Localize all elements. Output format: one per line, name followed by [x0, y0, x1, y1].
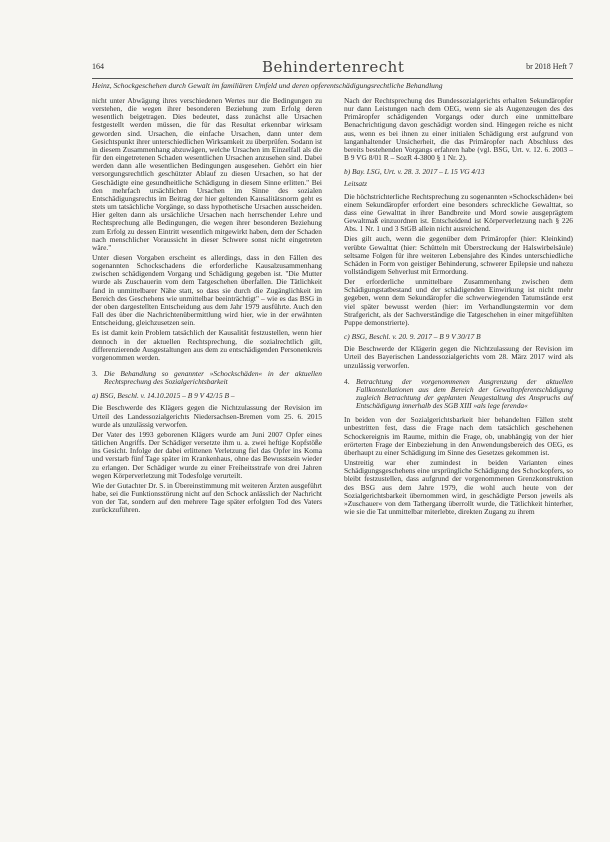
section-number: 4.: [344, 376, 350, 386]
right-column: [344, 97, 573, 518]
paragraph: Der erforderliche unmittelbare Zusammenhang zwischen dem Schädigungstatbestand und der schädigenden Einwirkung ist nicht mehr gegeben, wenn dem Sekundäropfer die schwerwiegenden Tatumstände erst viel später bewusst werden (hier: im Verhandlungstermin vor dem Strafgericht, als der Sachverständige die Tatgeschehen in einer mitgefühlten Puppe demonstrierte).: [344, 277, 573, 327]
paragraph: Der Vater des 1993 geborenen Klägers wurde am Juni 2007 Opfer eines tätlichen Angriffs. Der Schädiger versetzte ihm u. a. zwei heftige Kopfstöße ins Gesicht. Infolge der dabei erlittenen Verletzung fiel das Opfer ins Koma und verstarb fünf Tage später im Krankenhaus, ohne das Bewusstsein wieder zu erlangen. Der Schädiger wurde zu einer Freiheitsstrafe von drei Jahren wegen Körperverletzung mit Todesfolge verurteilt.: [92, 429, 322, 480]
section-title: Betrachtung der vorgenommenen Ausgrenzung der aktuellen Fallkonstellationen aus dem Bereich der Gewaltopferentschädigung zugleich Betrachtung der geplanten Neugestaltung des Anspruchs auf Entschädigung innerhalb des SGB XIII »als lege ferenda«: [356, 376, 573, 411]
paragraph: Die Beschwerde der Klägerin gegen die Nichtzulassung der Revision im Urteil des Bayerischen Landessozialgerichts vom 28. März 2017 wird als unzulässig verworfen.: [344, 344, 573, 370]
section-heading: [344, 376, 573, 411]
paragraph: Wie der Gutachter Dr. S. in Übereinstimmung mit weiteren Ärzten ausgeführt habe, sei die Funktionsstörung nicht auf den Schock anlässlich der Nachricht von der Tat, sondern auf den mehrere Tage später erfolgten Tod des Vaters zurückzuführen.: [92, 480, 322, 515]
paragraph: Nach der Rechtsprechung des Bundessozialgerichts erhalten Sekundäropfer nur dann Leistungen nach dem OEG, wenn sie als Augenzeugen des des Primäropfer schädigenden Vorgangs oder durch eine unmittelbare Benachrichtigung davon geschädigt worden sind. Hingegen reiche es nicht aus, wenn es bei ihnen zu einer initialen Schädigung erst aufgrund von langanhaltender Unsicherheit, die das Primäropfer nach Abschluss des bereits bestehenden Vorgangs erfahren habe (vgl. BSG, Urt. v. 12. 6. 2003 – B 9 VG 8/01 R – SozR 4-3800 § 1 Nr. 2).: [344, 96, 573, 163]
case-heading: c) BSG, Beschl. v. 20. 9. 2017 – B 9 V 30/17 B: [344, 332, 481, 342]
leitsatz-heading: Leitsatz: [344, 179, 367, 189]
paragraph: Dies gilt auch, wenn die gegenüber dem Primäropfer (hier: Kleinkind) verübte Gewalttat (hier: Schütteln mit Überstreckung der Halswirbelsäule) seltsame Folgen für ihre weiteren Lebensjahre des Kindes unterschiedliche Schäden in Form von geistiger Behinderung, schwerer Epilepsie und nahezu vollständigem Sehverlust mit Ermordung.: [344, 234, 573, 276]
case-heading: a) BSG, Beschl. v. 14.10.2015 – B 9 V 42/15 B –: [92, 391, 235, 401]
section-number: 3.: [92, 369, 98, 378]
paragraph: Die höchstrichterliche Rechtsprechung zu sogenannten »Schockschäden« bei einem Sekundäropfer erfordert eine besonders schreckliche Gewalttat, so dass eine Gewalttat in ihrer Bandbreite und Mord sowie ausgeprägtem Gewaltmaß einzuordnen ist. Entscheidend ist Körperverletzung nach § 226 Abs. 1 Nr. 1 und 3 StGB allein nicht ausreichend.: [344, 191, 573, 234]
section-title: Die Behandlung so genannter »Schockschäden« in der aktuellen Rechtsprechung des Sozialgerichtsbarkeit: [104, 369, 322, 387]
left-column: [92, 97, 322, 517]
journal-title: Behindertenrecht: [262, 58, 405, 76]
article-subtitle: Heinz, Schockgeschehen durch Gewalt im familiären Umfeld und deren opferentschädigungsrechtliche Behandlung: [92, 81, 443, 90]
page-number: 164: [92, 62, 104, 71]
case-heading: b) Bay. LSG, Urt. v. 28. 3. 2017 – L 15 VG 4/13: [344, 167, 485, 177]
paragraph: Unter diesen Vorgaben erscheint es allerdings, dass in den Fällen des sogenannten Schockschadens die erforderliche Kausalzusammenhang zwischen schädigendem Vorgang und Schädigung gegeben ist. "Die Mutter wurde als Zuschauerin vom dem Tatgeschehen überfallen. Die Tätlichkeit fand in unmittelbarer Nähe statt, so dass sie durch die Zugänglichkeit im Bereich des Geschehens wie unmittelbar beeinträchtigt" – wie es das BSG in der oben dargestellten Entscheidung aus dem Jahr 1979 ausführte. Auch den Fall des über die Nachrichtenübermittlung wird hier, wie in der erwähnten Entscheidung, gleichzusetzen sein.: [92, 252, 322, 328]
running-header: [92, 58, 573, 79]
paragraph: Unstreitig war eher zumindest in beiden Varianten eines Schädigungsgeschehens eine ursprüngliche Schädigung des Schockopfers, so bleibt festzustellen, dass aufgrund der vorgenommenen Grenzkonstruktion des BSG aus dem Jahre 1979, die wohl auch heute von der Sozialgerichtsbarkeit übernommen wird, in geschädigte Person jeweils als »Zuschauer« von dem Tathergang überrollt wurde, die Tätlichkeit hinterher, wie sie die Tat unmittelbar miterlebte, direkten Zugang zu ihrem: [344, 458, 573, 517]
issue-label: br 2018 Heft 7: [526, 62, 573, 71]
section-heading: [92, 369, 322, 387]
paragraph: In beiden von der Sozialgerichtsbarkeit hier behandelten Fällen steht unbestritten fest, dass die Frage nach dem tatsächlich geschehenen Schockereignis im Raume, mithin die Frage, ob, unabhängig von der hier erörterten Frage der Einbeziehung in den Anwendungsbereich des OEG, es überhaupt zu einer Schädigung im Sinne des Gesetzes gekommen ist.: [344, 415, 573, 457]
paragraph: Die Beschwerde des Klägers gegen die Nichtzulassung der Revision im Urteil des Landessozialgerichts Niedersachsen-Bremen vom 25. 6. 2015 wurde als unzulässig verworfen.: [92, 403, 322, 429]
paragraph: Es ist damit kein Problem tatsächlich der Kausalität festzustellen, wenn hier dennoch in der aktuellen Rechtsprechung, die sozialrechtlich gilt, differenzierende Ausgestaltungen aus dem zu entschädigenden Personenkreis vorgenommen werden.: [92, 328, 322, 362]
paragraph: nicht unter Abwägung ihres verschiedenen Wertes nur die Bedingungen zu verstehen, die wegen ihrer besonderen Beziehung zum Erfolg deren wesentlich beigetragen. Dies bedeutet, dass zunächst alle Ursachen festgestellt werden müssen, die für das Resultat erkennbar wirksam geworden sind. Ursachen, die einfache Ursachen, dann unter dem Gesichtspunkt ihrer unterschiedlichen Wirksamkeit zu überprüfen. Sodann ist in diesem Zusammenhang abzuwägen, welche Ursachen im Einzelfall als die für den eingetretenen Schaden wesentlichen Ursachen anzusehen sind. Dabei werden dann alle wesentlichen Bedingungen ausgesehen. Gehört ein hier versorgungsrechtlich geschützter Ablauf zu diesen Ursachen, so hat der Geschädigte eine gesundheitliche Schädigung in diesem Sinne erlitten." Bei den mehrfach ursächlichen Ursachen im Sinne des sozialen Entschädigungsrechts im Beitrag der hier geltenden Kausalitätsnorm geht es stets um tatsächliche Vorgänge, so dass hypothetische Ursachen ausscheiden. Hier gelten dann als ursächliche Ursachen nach herrschender Lehre und Rechtsprechung alle Bedingungen, die wegen ihrer besonderen Beziehung zum Erfolg zu dessen Eintritt wesentlich mitgewirkt haben, dem der Schaden nach menschlicher Voraussicht in dieser Schwere sonst nicht eingetreten wäre.": [92, 96, 322, 252]
